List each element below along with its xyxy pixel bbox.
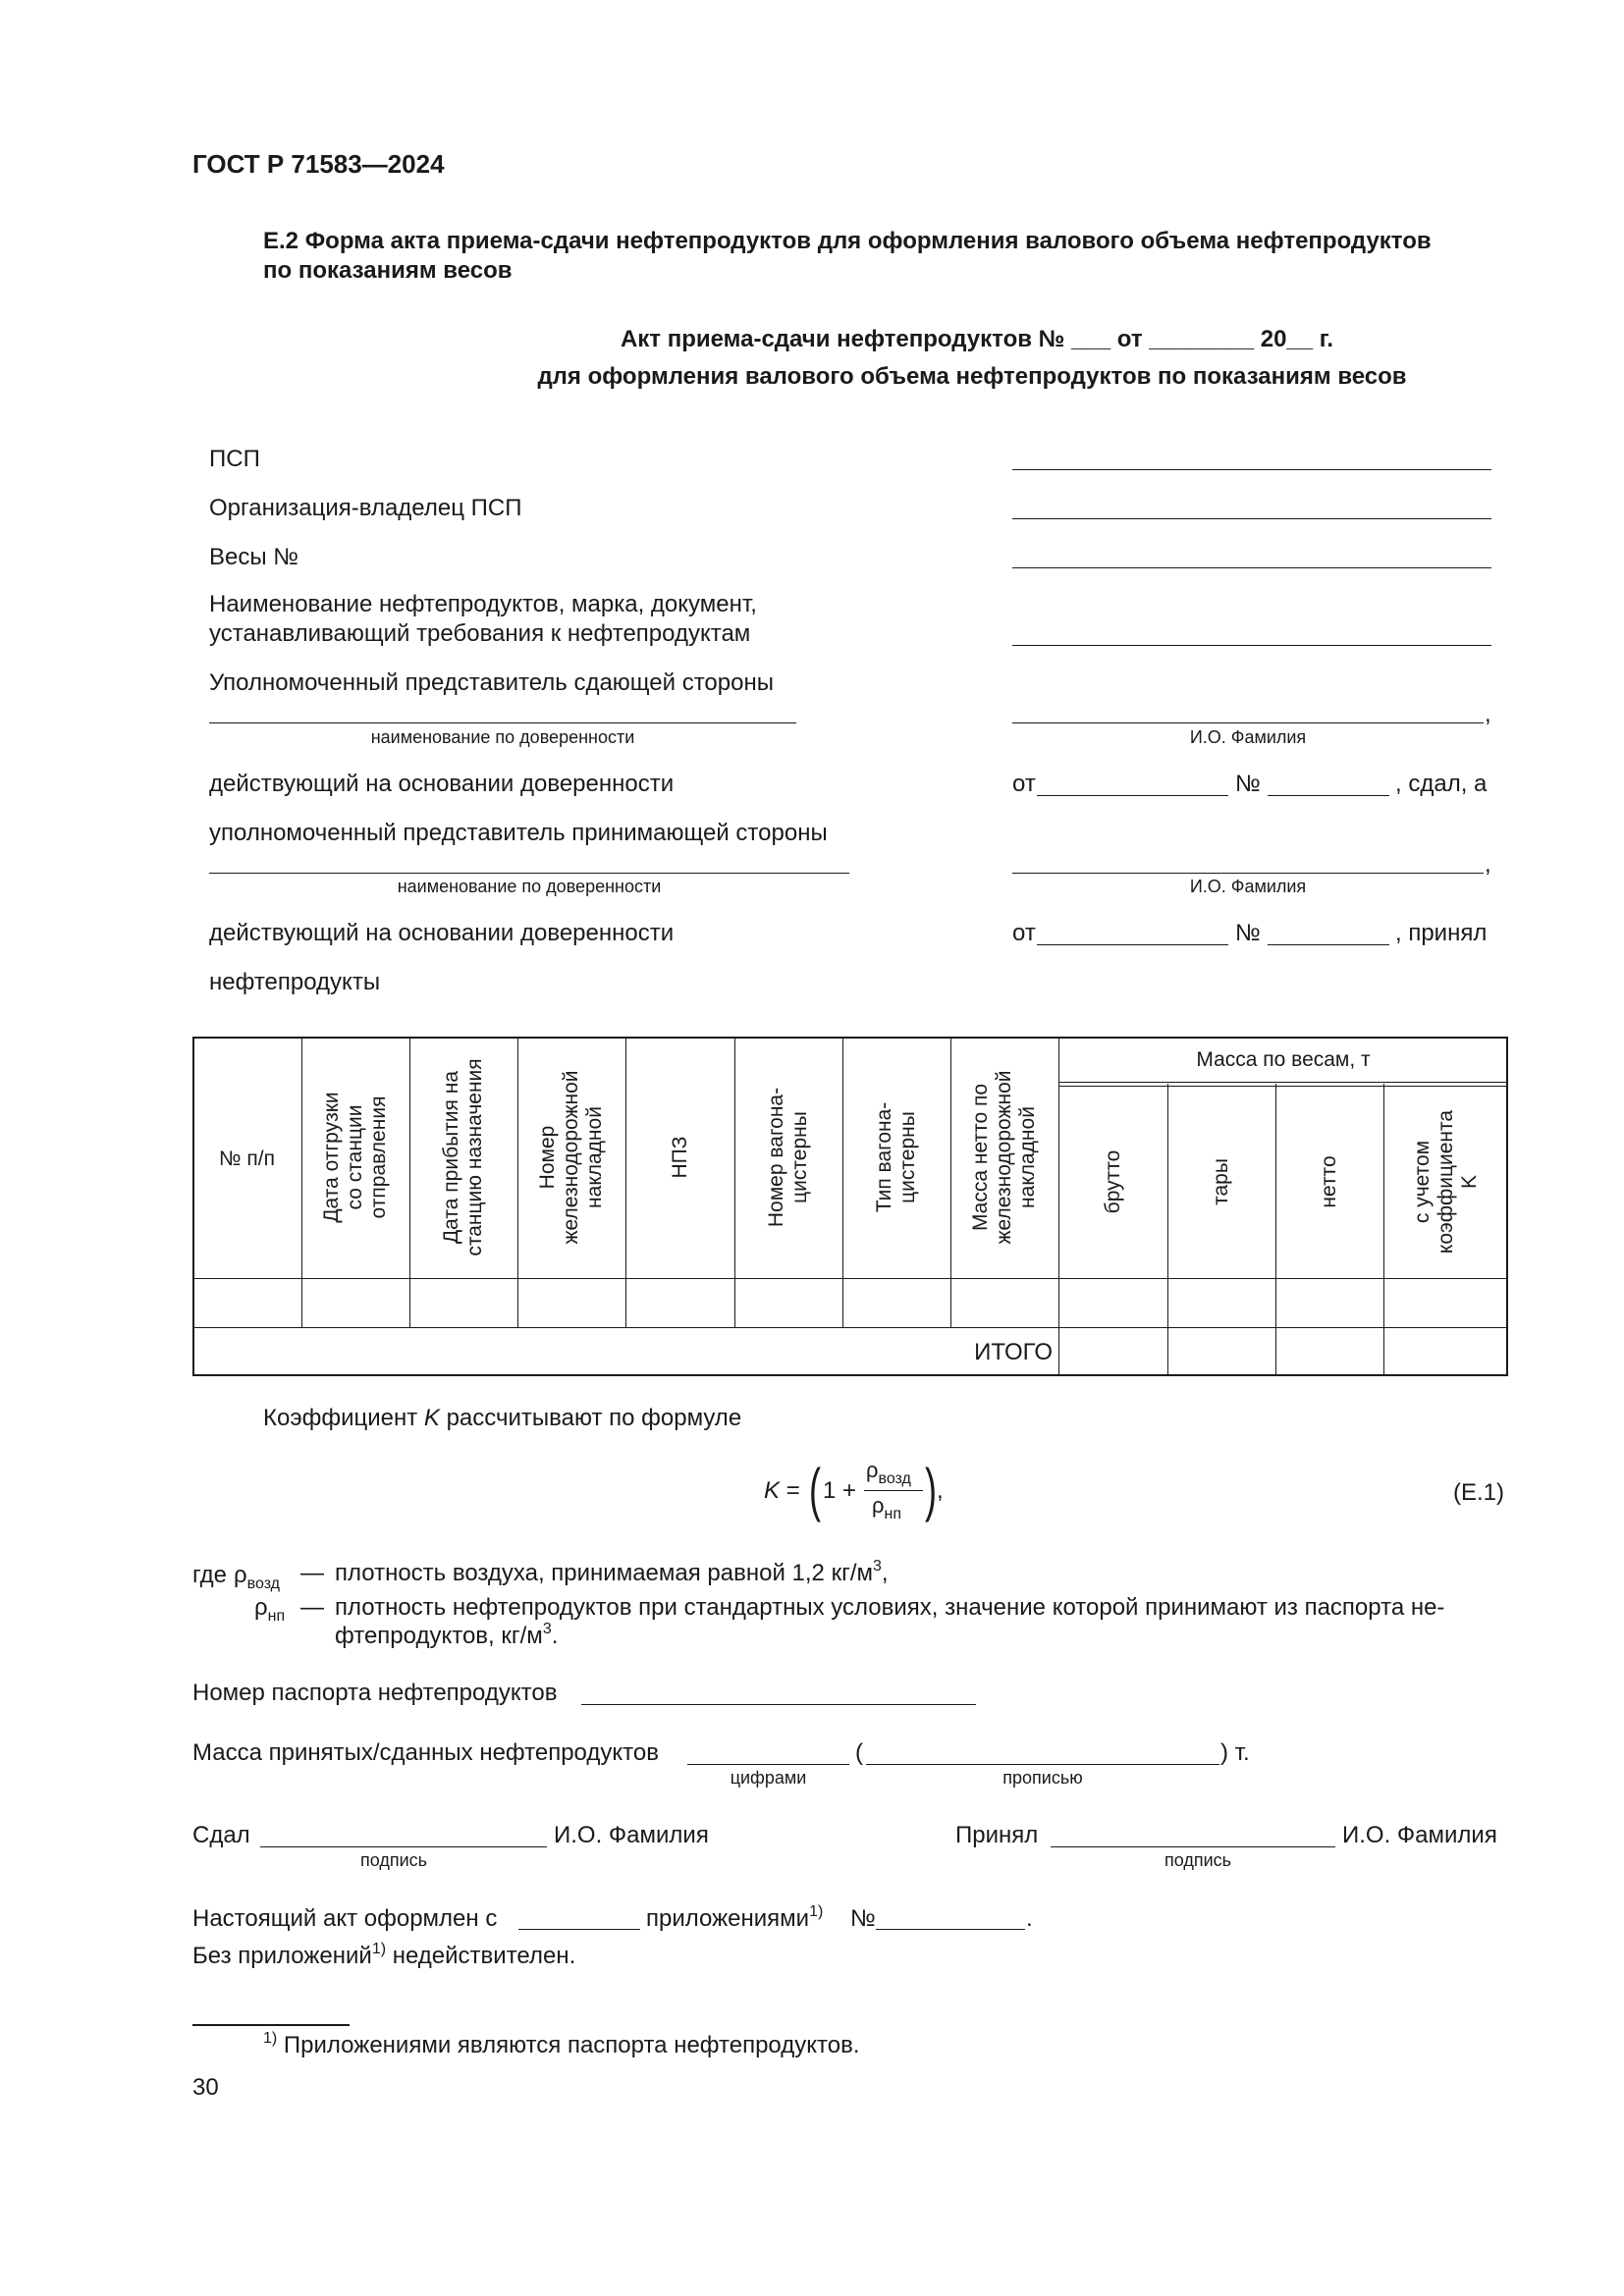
field-org-blank[interactable] xyxy=(1012,518,1491,519)
section-title-line1: Е.2 Форма акта приема-сдачи нефтепродуктов для оформления валового объема нефтепродуктов xyxy=(263,228,1432,254)
rep-in-label: уполномоченный представитель принимающей стороны xyxy=(209,820,828,846)
products-label: нефтепродукты xyxy=(209,969,381,995)
col-header-ship-date: Дата отгрузки со станции отправления xyxy=(320,1092,390,1223)
col-header-number: № п/п xyxy=(219,1148,275,1170)
caption-digits: цифрами xyxy=(730,1768,807,1788)
handed-label: Сдал xyxy=(192,1822,250,1848)
where-rho-np: $\rho_{нп}$ xyxy=(254,1594,286,1625)
total-label: ИТОГО xyxy=(974,1339,1053,1365)
formula-intro: Коэффициент K рассчитывают по формуле xyxy=(263,1405,742,1431)
footnote-rule xyxy=(192,2024,350,2026)
col-header-gross: брутто xyxy=(1101,1149,1124,1214)
where-prefix: где xyxy=(192,1562,228,1588)
poa-date-blank[interactable] xyxy=(1037,795,1228,796)
acceptance-table xyxy=(192,1037,1508,1376)
footnote: $^{1)}$ Приложениями являются паспорта нефтепродуктов. xyxy=(263,2030,860,2058)
field-org-label: Организация-владелец ПСП xyxy=(209,495,522,521)
mass-paren-close: ) т. xyxy=(1220,1739,1250,1766)
accepted-text: , принял xyxy=(1395,920,1488,946)
standard-header: ГОСТ Р 71583—2024 xyxy=(192,149,445,179)
col-header-arrival-date: Дата прибытия на станцию назначения xyxy=(440,1058,486,1256)
table-row[interactable] xyxy=(192,1280,1508,1327)
mass-digits-blank[interactable] xyxy=(687,1764,849,1765)
page-number: 30 xyxy=(192,2074,219,2101)
acting-label-2: действующий на основании доверенности xyxy=(209,920,675,946)
appendix-line1-end: . xyxy=(1026,1905,1033,1932)
passport-label: Номер паспорта нефтепродуктов xyxy=(192,1680,558,1706)
poa-date-blank-2[interactable] xyxy=(1037,944,1228,945)
col-header-tank-car-type: Тип вагона- цистерны xyxy=(873,1101,919,1213)
caption-signature-1: подпись xyxy=(359,1850,428,1870)
poa-number-label: № xyxy=(1235,771,1261,797)
col-header-net: нетто xyxy=(1318,1155,1340,1208)
appendix-line2: Без приложений$^{1)}$ недействителен. xyxy=(192,1941,576,1969)
handed-over-text: , сдал, а xyxy=(1395,771,1488,797)
poa-number-blank-2[interactable] xyxy=(1268,944,1389,945)
formula-number: (Е.1) xyxy=(1453,1479,1505,1506)
col-header-net-mass-waybill: Масса нетто по железнодорожной накладной xyxy=(969,1070,1039,1245)
accepted-label: Принял xyxy=(955,1822,1039,1848)
col-header-with-coefficient: с учетом коэффициента K xyxy=(1410,1109,1481,1255)
poa-number-label-2: № xyxy=(1235,920,1261,946)
rep-out-label: Уполномоченный представитель сдающей стороны xyxy=(209,669,774,696)
where-rho-air: $\rho_{возд}$ xyxy=(234,1562,281,1592)
handed-initials: И.О. Фамилия xyxy=(554,1822,709,1848)
rep-out-poa-blank[interactable] xyxy=(209,722,796,723)
where-desc-np-line1: плотность нефтепродуктов при стандартных условиях, значение которой принимают из паспорта не- xyxy=(335,1594,1445,1621)
mass-label: Масса принятых/сданных нефтепродуктов xyxy=(192,1739,659,1766)
caption-poa-name: наименование по доверенности xyxy=(370,727,635,747)
rep-in-initials-blank[interactable] xyxy=(1012,873,1484,874)
appendix-count-blank[interactable] xyxy=(518,1929,640,1930)
caption-poa-name-2: наименование по доверенности xyxy=(397,877,662,896)
formula-e1: K = ( 1 + $\rho_{возд}$ $\rho_{нп}$ ) , xyxy=(764,1457,944,1522)
where-dash-2: — xyxy=(300,1594,324,1621)
section-title-line2: по показаниям весов xyxy=(263,257,513,284)
mass-paren-open: ( xyxy=(855,1739,863,1766)
field-psp-blank[interactable] xyxy=(1012,469,1491,470)
accepted-initials: И.О. Фамилия xyxy=(1342,1822,1497,1848)
appendix-line1-a: Настоящий акт оформлен с xyxy=(192,1905,498,1932)
where-desc-np-line2: фтепродуктов, $кг/м^3$. xyxy=(335,1621,559,1649)
field-psp-label: ПСП xyxy=(209,446,260,472)
accepted-signature-blank[interactable] xyxy=(1051,1846,1335,1847)
act-title-line1: Акт приема-сдачи нефтепродуктов № ___ от ________ 20__ г. xyxy=(620,326,1334,352)
field-product-label-line2: устанавливающий требования к нефтепродуктам xyxy=(209,620,751,647)
field-product-label-line1: Наименование нефтепродуктов, марка, документ, xyxy=(209,591,757,617)
field-product-blank[interactable] xyxy=(1012,645,1491,646)
col-header-tare: тары xyxy=(1210,1158,1232,1205)
appendix-line1-b: приложениями$^{1)}$ xyxy=(646,1903,824,1932)
col-header-waybill: Номер железнодорожной накладной xyxy=(536,1070,606,1245)
poa-from-label: от xyxy=(1012,771,1036,797)
field-scales-blank[interactable] xyxy=(1012,567,1491,568)
where-dash-1: — xyxy=(300,1560,324,1586)
col-header-tank-car-number: Номер вагона- цистерны xyxy=(765,1087,811,1228)
poa-number-blank[interactable] xyxy=(1268,795,1389,796)
poa-from-label-2: от xyxy=(1012,920,1036,946)
caption-initials-2: И.О. Фамилия xyxy=(1189,877,1307,896)
appendix-number-blank[interactable] xyxy=(876,1929,1025,1930)
act-title-line2: для оформления валового объема нефтепродуктов по показаниям весов xyxy=(537,363,1407,390)
comma: , xyxy=(1485,701,1491,727)
rep-in-poa-blank[interactable] xyxy=(209,873,849,874)
acting-label: действующий на основании доверенности xyxy=(209,771,675,797)
caption-signature-2: подпись xyxy=(1164,1850,1232,1870)
mass-words-blank[interactable] xyxy=(866,1764,1219,1765)
col-header-refinery: НПЗ xyxy=(668,1136,691,1179)
where-desc-air: плотность воздуха, принимаемая равной 1,2 $кг/м^3$, xyxy=(335,1558,889,1586)
rep-out-initials-blank[interactable] xyxy=(1012,722,1484,723)
caption-words: прописью xyxy=(1002,1768,1083,1788)
field-scales-label: Весы № xyxy=(209,544,299,570)
caption-initials: И.О. Фамилия xyxy=(1189,727,1307,747)
comma-2: , xyxy=(1485,851,1491,878)
appendix-num-sign: № xyxy=(850,1905,876,1932)
passport-blank[interactable] xyxy=(581,1704,976,1705)
col-group-header-mass: Масса по весам, т xyxy=(1196,1048,1371,1071)
handed-signature-blank[interactable] xyxy=(260,1846,547,1847)
